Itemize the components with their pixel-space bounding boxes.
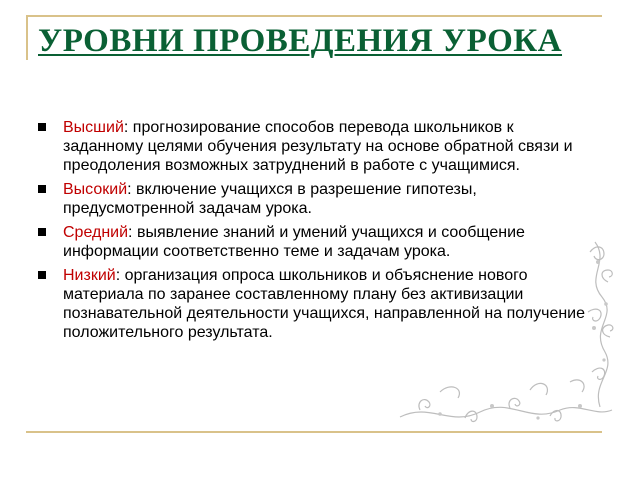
level-label: Средний bbox=[63, 224, 129, 241]
frame-left-line bbox=[26, 15, 28, 60]
level-description: : выявление знаний и умений учащихся и сообщение информации соответственно теме и задачам урока. bbox=[63, 224, 525, 260]
level-label: Низкий bbox=[63, 267, 116, 284]
square-bullet-icon bbox=[38, 185, 46, 193]
bullet-item-high bbox=[38, 180, 594, 218]
frame-top-line bbox=[26, 15, 602, 17]
square-bullet-icon bbox=[38, 123, 46, 131]
level-description: : включение учащихся в разрешение гипотезы, предусмотренной задачам урока. bbox=[63, 181, 477, 217]
bullet-item-highest bbox=[38, 118, 594, 175]
level-label: Высокий bbox=[63, 181, 128, 198]
level-label: Высший bbox=[63, 119, 124, 136]
level-description: : прогнозирование способов перевода школьников к заданному целями обучения результату на основе обратной связи и преодоления возможных затруднений в работе с учащимися. bbox=[63, 119, 573, 174]
level-description: : организация опроса школьников и объяснение нового материала по заранее составленному плану без активизации познавательной деятельности учащихся, направленной на получение положительного результата. bbox=[63, 267, 586, 341]
square-bullet-icon bbox=[38, 271, 46, 279]
square-bullet-icon bbox=[38, 228, 46, 236]
slide-title: УРОВНИ ПРОВЕДЕНИЯ УРОКА bbox=[38, 23, 563, 59]
floral-ornament-icon bbox=[380, 232, 620, 432]
